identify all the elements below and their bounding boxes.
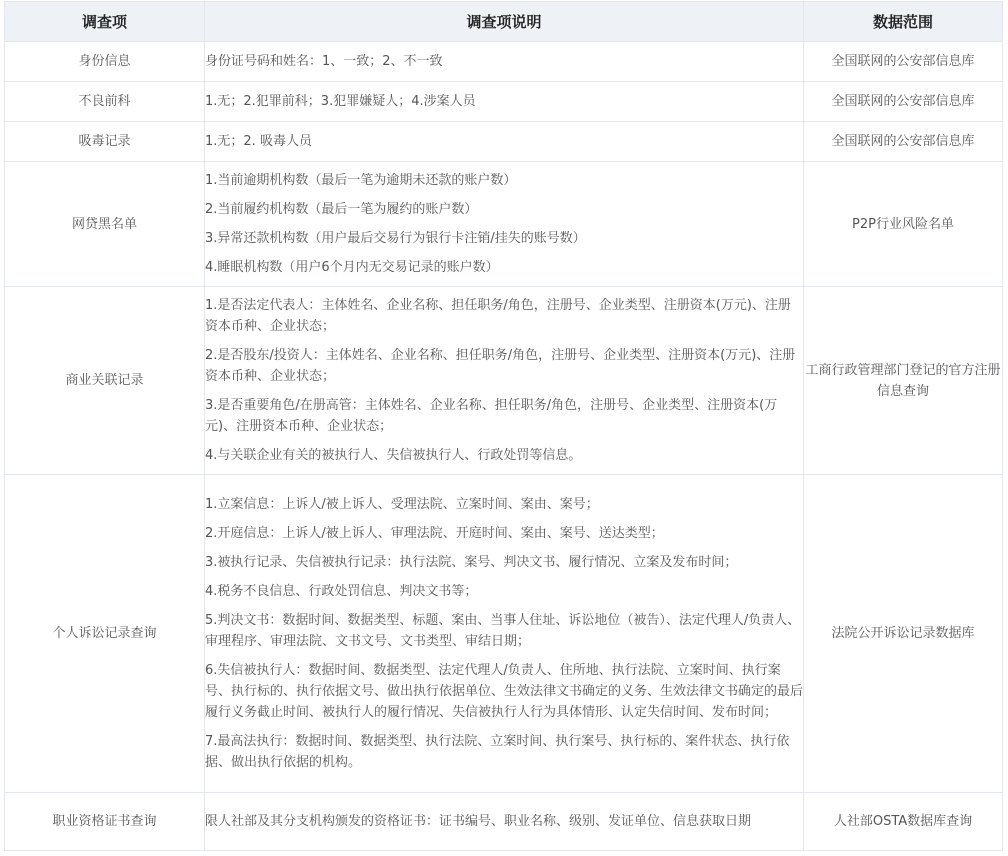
item-cell: 身份信息	[5, 42, 205, 82]
description-cell	[205, 162, 804, 287]
table-row	[5, 475, 1003, 793]
item-cell: 职业资格证书查询	[5, 793, 205, 851]
description-line: 4.与关联企业有关的被执行人、失信被执行人、行政处罚等信息。	[205, 448, 582, 463]
description-cell	[205, 287, 804, 475]
header-description: 调查项说明	[205, 2, 804, 42]
description-cell	[205, 122, 804, 162]
item-cell: 个人诉讼记录查询	[5, 475, 205, 793]
description-line: 1.是否法定代表人：主体姓名、企业名称、担任职务/角色，注册号、企业类型、注册资本(万元)、注册资本币种、企业状态；	[205, 298, 791, 334]
description-line: 6.失信被执行人：数据时间、数据类型、法定代理人/负责人、住所地、执行法院、立案时间、执行案号、执行标的、执行依据文号、做出执行依据单位、生效法律文书确定的义务、生效法律文书确定的最后履行义务截止时间、被执行人的履行情况、失信被执行人行为具体情形、认定失信时间、发布时间；	[205, 663, 804, 720]
scope-cell: 工商行政管理部门登记的官方注册信息查询	[804, 287, 1003, 475]
table-row	[5, 287, 1003, 475]
description-line: 7.最高法执行：数据时间、数据类型、执行法院、立案时间、执行案号、执行标的、案件状态、执行依据、做出执行依据的机构。	[205, 734, 790, 770]
description-line: 2.开庭信息：上诉人/被上诉人、审理法院、开庭时间、案由、案号、送达类型；	[205, 526, 664, 541]
description-line: 1.无；2. 吸毒人员	[205, 134, 312, 149]
description-line: 2.当前履约机构数（最后一笔为履约的账户数）	[205, 202, 478, 217]
scope-cell: 全国联网的公安部信息库	[804, 122, 1003, 162]
description-line: 身份证号码和姓名：1、一致；2、不一致	[205, 54, 443, 69]
scope-cell: P2P行业风险名单	[804, 162, 1003, 287]
description-line: 3.被执行记录、失信被执行记录：执行法院、案号、判决文书、履行情况、立案及发布时间；	[205, 555, 738, 570]
description-cell	[205, 793, 804, 851]
header-data-scope: 数据范围	[804, 2, 1003, 42]
description-line: 3.是否重要角色/在册高管：主体姓名、企业名称、担任职务/角色，注册号、企业类型、注册资本(万元)、注册资本币种、企业状态；	[205, 398, 778, 434]
description-line: 2.是否股东/投资人：主体姓名、企业名称、担任职务/角色，注册号、企业类型、注册资本(万元)、注册资本币种、企业状态；	[205, 348, 796, 384]
description-line: 1.无；2.犯罪前科；3.犯罪嫌疑人；4.涉案人员	[205, 94, 476, 109]
item-cell: 不良前科	[5, 82, 205, 122]
header-item: 调查项	[5, 2, 205, 42]
header-row	[5, 2, 1003, 42]
item-cell: 商业关联记录	[5, 287, 205, 475]
scope-cell: 人社部OSTA数据库查询	[804, 793, 1003, 851]
description-line: 3.异常还款机构数（用户最后交易行为银行卡注销/挂失的账号数）	[205, 231, 586, 246]
description-cell	[205, 475, 804, 793]
description-line: 5.判决文书：数据时间、数据类型、标题、案由、当事人住址、诉讼地位（被告）、法定代理人/负责人、审理程序、审理法院、文书文号、文书类型、审结日期；	[205, 613, 801, 649]
description-line: 限人社部及其分支机构颁发的资格证书：证书编号、职业名称、级别、发证单位、信息获取日期	[205, 814, 752, 829]
survey-table	[4, 1, 1003, 851]
scope-cell: 全国联网的公安部信息库	[804, 42, 1003, 82]
description-line: 1.当前逾期机构数（最后一笔为逾期未还款的账户数）	[205, 173, 517, 188]
item-cell: 网贷黑名单	[5, 162, 205, 287]
table-row	[5, 162, 1003, 287]
description-line: 4.睡眠机构数（用户6个月内无交易记录的账户数）	[205, 260, 499, 275]
description-line: 1.立案信息：上诉人/被上诉人、受理法院、立案时间、案由、案号；	[205, 497, 599, 512]
scope-cell: 法院公开诉讼记录数据库	[804, 475, 1003, 793]
description-cell	[205, 82, 804, 122]
scope-cell: 全国联网的公安部信息库	[804, 82, 1003, 122]
table-row	[5, 793, 1003, 851]
description-line: 4.税务不良信息、行政处罚信息、判决文书等；	[205, 584, 478, 599]
table-row	[5, 42, 1003, 82]
table-row	[5, 82, 1003, 122]
description-cell	[205, 42, 804, 82]
table-row	[5, 122, 1003, 162]
item-cell: 吸毒记录	[5, 122, 205, 162]
